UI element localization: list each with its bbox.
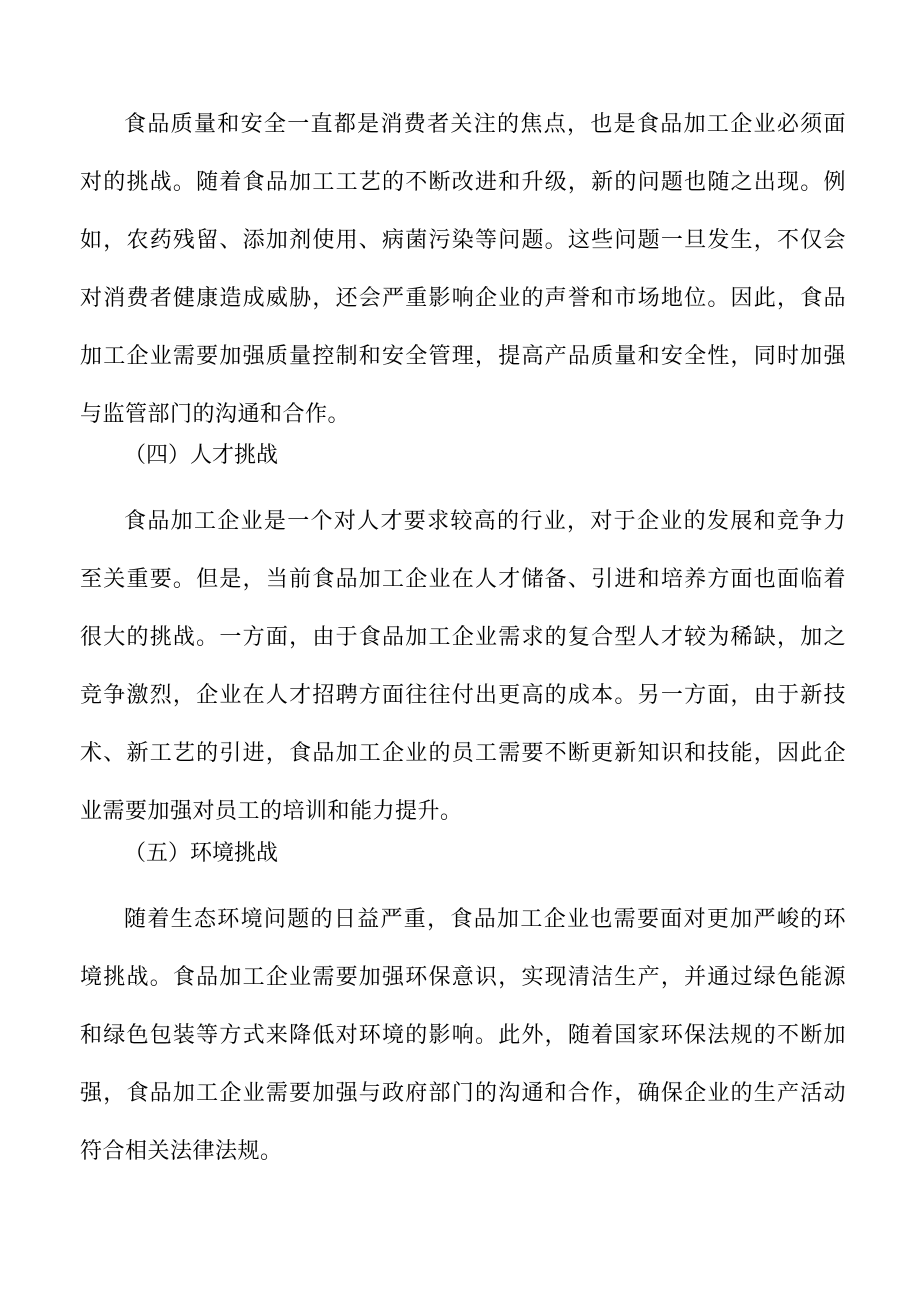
paragraph-line: 至关重要。但是，当前食品加工企业在人才储备、引进和培养方面也面临着 <box>80 567 846 592</box>
paragraph-line: 业需要加强对员工的培训和能力提升。 <box>80 799 463 824</box>
paragraph-line: 强，食品加工企业需要加强与政府部门的沟通和合作，确保企业的生产活动 <box>80 1081 846 1106</box>
paragraph-line: 竞争激烈，企业在人才招聘方面往往付出更高的成本。另一方面，由于新技 <box>80 683 846 708</box>
paragraph-line: 术、新工艺的引进，食品加工企业的员工需要不断更新知识和技能，因此企 <box>80 741 846 766</box>
paragraph-line: 与监管部门的沟通和合作。 <box>80 402 351 427</box>
paragraph-line: 如，农药残留、添加剂使用、病菌污染等问题。这些问题一旦发生，不仅会 <box>80 228 846 253</box>
paragraph-line: 食品质量和安全一直都是消费者关注的焦点，也是食品加工企业必须面 <box>124 112 846 137</box>
section-heading-talent: （四）人才挑战 <box>124 443 279 468</box>
paragraph-line: 对消费者健康造成威胁，还会严重影响企业的声誉和市场地位。因此，食品 <box>80 286 846 311</box>
paragraph-quality-safety <box>80 96 846 444</box>
paragraph-line: 和绿色包装等方式来降低对环境的影响。此外，随着国家环保法规的不断加 <box>80 1023 846 1048</box>
paragraph-line: 很大的挑战。一方面，由于食品加工企业需求的复合型人才较为稀缺，加之 <box>80 625 846 650</box>
section-heading-environment: （五）环境挑战 <box>124 841 279 866</box>
paragraph-line: 符合相关法律法规。 <box>80 1139 283 1164</box>
paragraph-line: 境挑战。食品加工企业需要加强环保意识，实现清洁生产，并通过绿色能源 <box>80 965 846 990</box>
paragraph-line: 随着生态环境问题的日益严重，食品加工企业也需要面对更加严峻的环 <box>124 907 846 932</box>
paragraph-environment-challenge <box>80 891 846 1181</box>
paragraph-line: 加工企业需要加强质量控制和安全管理，提高产品质量和安全性，同时加强 <box>80 344 846 369</box>
paragraph-line: 对的挑战。随着食品加工工艺的不断改进和升级，新的问题也随之出现。例 <box>80 170 846 195</box>
paragraph-line: 食品加工企业是一个对人才要求较高的行业，对于企业的发展和竞争力 <box>124 509 846 534</box>
paragraph-talent-challenge <box>80 493 846 841</box>
